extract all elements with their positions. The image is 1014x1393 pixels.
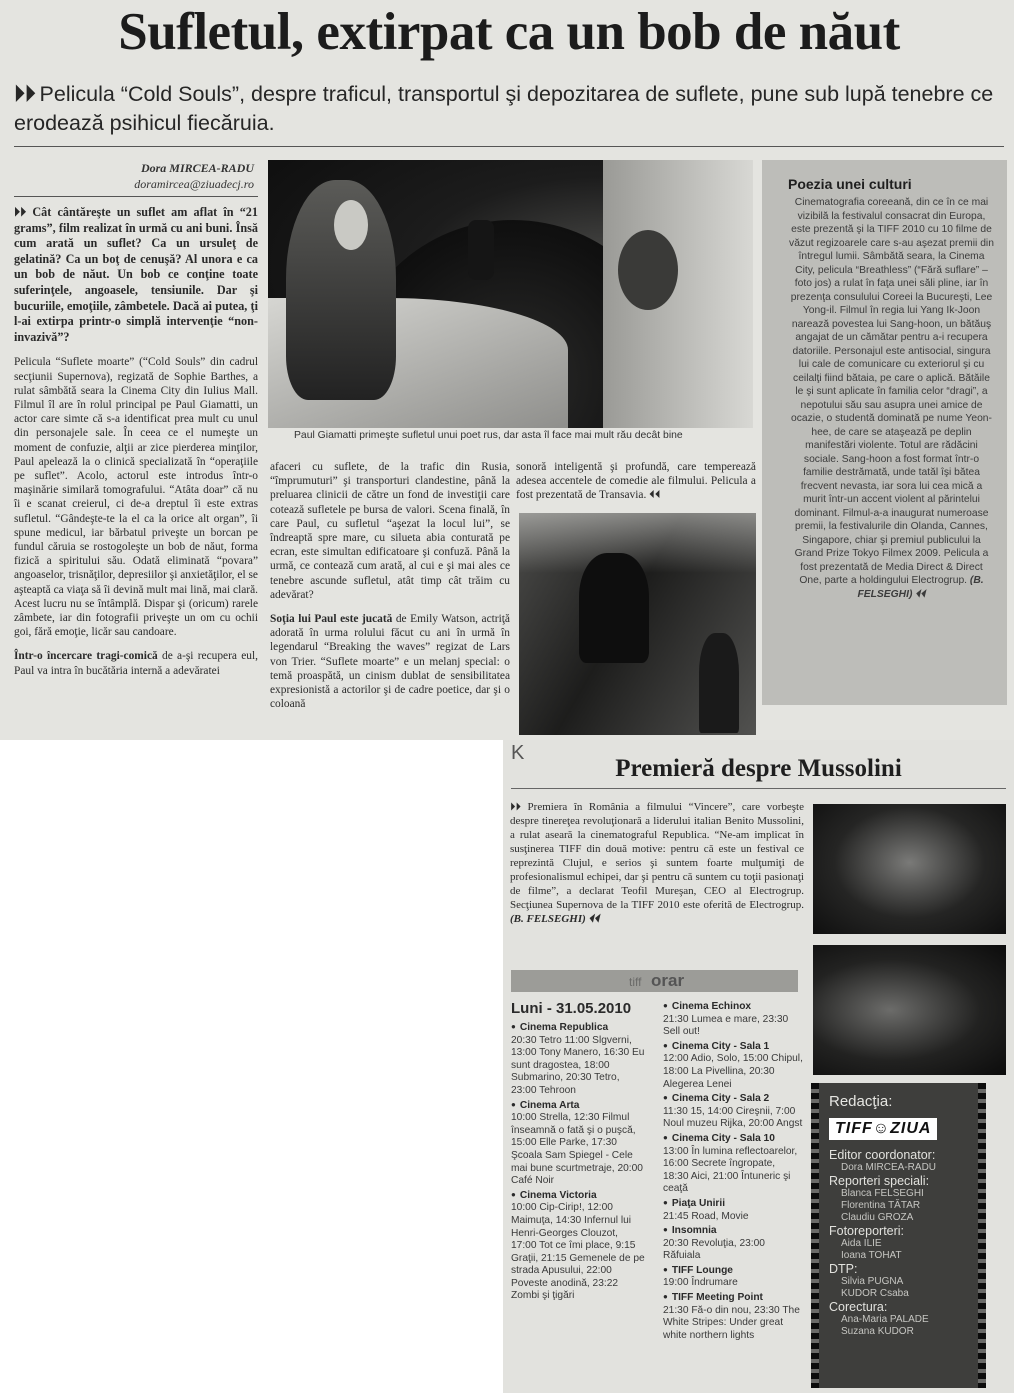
schedule-entry: [663, 1040, 803, 1091]
mussolini-author: (B. FELSEGHI) ⏴⏴: [510, 913, 600, 925]
venue-name: ● Cinema Victoria: [511, 1189, 646, 1203]
schedule-entry: [663, 1264, 803, 1290]
sidebar-author: (B. FELSEGHI) ⏴⏴: [857, 575, 984, 600]
staff-name: Ioana TOHAT: [841, 1250, 902, 1261]
venue-list: [511, 1021, 646, 1303]
film-strip-right: [978, 1083, 986, 1388]
schedule-entry: [663, 1000, 803, 1039]
staff-name: Blanca FELSEGHI: [841, 1188, 924, 1199]
staff-role: Fotoreporteri:: [829, 1224, 905, 1238]
schedule-entry: [663, 1197, 803, 1223]
sidebar-text: [788, 196, 995, 601]
mussolini-headline: Premieră despre Mussolini: [615, 755, 902, 782]
mussolini-body: ⏵⏵ Premiera în România a filmului “Vincere”, care vorbeşte despre tinereţea revoluţionară a liderului italian Benito Mussolini, a rulat aseară la cinematograful Republica. “Ne-am implicat în susţinerea TIFF din două motive: pentru că este un festival ce reprezintă Clujul, e serios şi suntem foarte mulţumiţi de profesionalismul echipei, dar şi pentru că suntem cu toţii pasionaţi de filme”, a declarat Teofil Mureşan, CEO al Electrogrup. Secţiunea Supernova de la TIFF 2010 este oferită de Electrogrup.: [510, 801, 804, 911]
venue-name: ● Cinema Arta: [511, 1099, 646, 1113]
photo-figure: [579, 553, 649, 663]
byline: [14, 160, 254, 192]
venue-name: ● Insomnia: [663, 1224, 803, 1238]
showtimes: 13:00 În lumina reflectoarelor, 16:00 Secrete îngropate, 18:30 Aici, 21:00 Întuneric şi ceaţă: [663, 1145, 798, 1195]
film-strip-left: [811, 1083, 819, 1388]
article-headline: Sufletul, extirpat ca un bob de năut: [118, 3, 900, 61]
photo-figure-2: [699, 633, 739, 733]
showtimes: 20:30 Revoluţia, 23:00 Răfuiala: [663, 1237, 765, 1262]
article-paragraph: [14, 649, 258, 677]
staff-name: Aida ILIE: [841, 1238, 882, 1249]
photo-caption: Paul Giamatti primeşte sufletul unui poet rus, dar asta îl face mai mult rău decât bine: [294, 430, 683, 441]
sidebar-title: Poezia unei culturi: [788, 176, 912, 192]
article-lead: ⏵⏵ Cât cântăreşte un suflet am aflat în “21 grams”, film realizat în urmă cu ani buni. Însă cum arată un suflet? Ca un ursuleţ de gelatină? Ca un boţ de cenuşă? Al unora e ca un bob de năut. Un bob ce conţine toate suferinţele, angoasele, tensiunile. Dar şi bucuriile, emoţiile, zâmbetele. Dacă ai putea, ţi l-ai extirpa printr-o simplă intervenţie “non-invazivă”?: [14, 205, 258, 344]
mussolini-clipping: [503, 740, 1014, 1393]
staff-list: [829, 1148, 974, 1338]
article-column-2: [270, 460, 510, 721]
showtimes: 20:30 Tetro 11:00 Slgverni, 13:00 Tony Manero, 16:30 Eu sunt dragostea, 18:00 Submarino, 20:30 Tetro, 23:00 Tehroon: [511, 1034, 645, 1096]
schedule-entry: [511, 1021, 646, 1098]
venue-name: ● Cinema Echinox: [663, 1000, 803, 1014]
schedule-entry: [663, 1291, 803, 1342]
redactia-title: Redacţia:: [829, 1093, 893, 1110]
staff-name: Ana-Maria PALADE: [841, 1314, 929, 1325]
photo-jar: [468, 220, 494, 280]
tiff-orar-banner: [511, 970, 798, 992]
photo-face: [334, 200, 368, 250]
staff-name: Florentina TĂTAR: [841, 1200, 921, 1211]
article-column-3: [516, 460, 756, 513]
divider: [14, 146, 1004, 147]
redactia-box: [811, 1083, 986, 1388]
staff-name: Silvia PUGNA: [841, 1276, 904, 1287]
staff-role: Reporteri speciali:: [829, 1174, 930, 1188]
schedule-entry: [663, 1092, 803, 1131]
showtimes: 21:45 Road, Movie: [663, 1210, 749, 1222]
schedule-column-left: [511, 1000, 646, 1304]
staff-name: KUDOR Csaba: [841, 1288, 909, 1299]
audience-photo: [813, 945, 1006, 1075]
author-name: Dora MIRCEA-RADU: [140, 161, 254, 175]
paragraph-lead-in: Soţia lui Paul este jucată: [270, 613, 393, 626]
article-paragraph: afaceri cu suflete, de la trafic din Rusia, “împrumuturi” şi transporturi clandestine, până la preluarea clinicii de către un fond de investiţii care cotează sufletele pe bursa de valori. Scena finală, în care Paul, cu sufletul “aşezat la locul lui”, se îndreaptă spre mare, cu silueta abia conturată pe ecran, este simultan edificatoare şi confuză. Până la urmă, ce contează cum arată, al cui e şi mai ales ce tenebre ascunde sufletul, atât timp cât trăim cu adevărat?: [270, 461, 510, 601]
showtimes: 10:00 Cip-Cirip!, 12:00 Maimuţa, 14:30 Infernul lui Henri-Georges Clouzot, 17:00 Tot ce îmi place, 9:15 Graţii, 21:15 Gemenele de pe strada Apusului, 22:00 Poveste anodină, 23:22 Zombi şi ţigări: [511, 1202, 645, 1302]
divider: [511, 788, 1006, 789]
schedule-entry: [663, 1132, 803, 1196]
staff-name: Suzana KUDOR: [841, 1326, 914, 1337]
venue-name: ● Cinema Republica: [511, 1021, 646, 1035]
paragraph-lead-in: Într-o încercare tragi-comică: [14, 650, 158, 663]
venue-name: ● Cinema City - Sala 1: [663, 1040, 803, 1054]
cinema-photo: [813, 804, 1006, 934]
showtimes: 11:30 15, 14:00 Cireşnii, 7:00 Noul muzeu Rijka, 20:00 Angst: [663, 1105, 803, 1130]
staff-role: Editor coordonator:: [829, 1148, 936, 1162]
venue-name: ● Piaţa Unirii: [663, 1197, 803, 1211]
article-column-1: [14, 205, 258, 688]
article-subhead: [14, 80, 1004, 138]
schedule-entry: [511, 1099, 646, 1188]
schedule-entry: [511, 1189, 646, 1303]
staff-name: Dora MIRCEA-RADU: [841, 1162, 937, 1173]
schedule-column-right: [663, 1000, 803, 1343]
handwritten-mark: K: [511, 742, 525, 764]
showtimes: 12:00 Adio, Solo, 15:00 Chipul, 18:00 La Pivellina, 20:30 Alegerea Lenei: [663, 1053, 803, 1090]
venue-name: ● TIFF Lounge: [663, 1264, 803, 1278]
schedule-entry: [663, 1224, 803, 1263]
venue-name: ● Cinema City - Sala 10: [663, 1132, 803, 1146]
article-paragraph: sonoră inteligentă şi profundă, care temperează adesea accentele de comedie ale filmului. Pelicula a fost prezentată de Transavia. ⏴⏴: [516, 461, 756, 502]
showtimes: 19:00 Îndrumare: [663, 1277, 738, 1289]
venue-name: ● TIFF Meeting Point: [663, 1291, 803, 1305]
photo-figure-2: [618, 230, 678, 310]
staff-role: Corectura:: [829, 1300, 888, 1314]
article-paragraph: [270, 612, 510, 711]
author-email: doramircea@ziuadecj.ro: [134, 177, 254, 191]
showtimes: 21:30 Fă-o din nou, 23:30 The White Stripes: Under great white northern lights: [663, 1304, 800, 1341]
showtimes: 10:00 Strella, 12:30 Filmul înseamnă o fată şi o puşcă, 15:00 Elle Parke, 17:30 Şcoala Sam Spiegel - Cele mai bune scurtmetraje, 20:00 Café Noir: [511, 1112, 643, 1187]
staff-role: DTP:: [829, 1262, 858, 1276]
staff-name: Claudiu GROZA: [841, 1212, 914, 1223]
sidebar-body: Cinematografia coreeană, din ce în ce mai vizibilă la festivalul consacrat din Europa, este prezentă şi la TIFF 2010 cu 10 filme de văzut regizoarele care s-au aşezat premii din întregul lumii. Sâmbătă seara, la Cinema City, pelicula “Breathless” (“Fără suflare” – foto jos) a rulat în faţa unei săli pline, iar în prezenţa consulului Coreei la Bucureşti, Lee Yong-il. Filmul în regia lui Yang Ik-Joon narează povestea lui Sang-hoon, un bătăuş angajat de un cămătar pentru a-i recupera datoriile. Personajul este antisocial, singura lui cale de comunicare cu exteriorul şi cu ceilalţi fiind bătaia, pe care o aplică. Bătăile le şi sunt aplicate în familia celor “dragi”, a nepotului său sau asupra unei amice de ocazie, o studentă dominată pe nume Yeon-hee, de care se ataşează pe deplin manifestări violente. Totul are rădăcini sociale. Sang-hoon a fost format într-o familie destrămată, unde tatăl îşi bătea frecvent nevasta, iar sora lui cea mică a murit într-un accent violent al părintelui dominant. Filmul-a-a inaugurat numeroase premii, la festivalurile din Olanda, Cannes, Singapore, chiar şi premiul publicului la Grand Prize Tokyo Filmex 2009. Pelicula a fost prezentată de Media Direct & Direct One, parte a holdingului Electrogrup.: [789, 197, 994, 586]
film-still-photo: [268, 160, 753, 428]
article-paragraph: Pelicula “Suflete moarte” (“Cold Souls” din cadrul secţiunii Supernova), regizată de Sophie Barthes, a rulat sâmbătă seara la Cinema City din Iulius Mall. Filmul îl are în rolul principal pe Paul Giamatti, un actor care simte că s-a identificat prea mult cu unul din personajele sale. În ceea ce el numeşte un moment de confuzie, alţii ar zice pierderea minţilor, Paul apelează la o clinică specializată în “operaţiile pe suflet”. Acolo, actorul este introdus într-o maşinărie similară tomografului. “Atâta doar” că nu îi e scanat creierul, ci de-a dreptul îi este extras sufletul. “Gândeşte-te la el ca la orice alt organ”, îi spune medicul, iar bărbatul priveşte un borcan pe fundul căruia se rostogoleşte un bob de năut, forma fizică a spiritului său. Odată eliminată “povara” angoaselor, trisnăţilor, depresiilor şi anxietăţilor, el se aşteaptă ca viaţa să îi devină mult mai lină, mai clară. Acest lucru nu se întâmplă. Dispar şi (oricum) rarele zâmbete, iar din fotografii priveşte un om cu ochii goi, fără emoţie, licăr sau candoare.: [14, 356, 258, 639]
paragraph-text: de Emily Watson, actriţă adorată în urma rolului făcut cu ani în urmă în legendarul “Breaking the waves” regizat de Lars von Trier. “Suflete moarte” e un melanj special: o temă proaspătă, un cinism dublat de sensibilitatea expresionistă a actorilor şi de cadre poetice, dar şi o coloană: [270, 613, 510, 711]
arrow-icon: ⏵⏵: [14, 82, 36, 106]
showtimes: 21:30 Lumea e mare, 23:30 Sell out!: [663, 1013, 789, 1038]
schedule-date: Luni - 31.05.2010: [511, 1000, 632, 1017]
tiff-ziua-logo: TIFF☺ZIUA: [829, 1118, 937, 1140]
divider: [14, 196, 258, 197]
mussolini-text: [510, 800, 804, 926]
paragraph-text: de a-şi recupera eul, Paul va intra în bucătăria internă a adevăratei: [14, 650, 258, 677]
sidebar-box: [762, 160, 1007, 705]
venue-name: ● Cinema City - Sala 2: [663, 1092, 803, 1106]
subhead-text: Pelicula “Cold Souls”, despre traficul, transportul şi depozitarea de suflete, pune sub lupă tenebre ce erodează psihicul fiecăruia.: [14, 82, 994, 135]
venue-list: [663, 1000, 803, 1342]
breathless-photo: [519, 513, 756, 735]
tiff-orar-prefix: tiff: [629, 975, 642, 989]
tiff-orar-label: orar: [651, 971, 685, 990]
